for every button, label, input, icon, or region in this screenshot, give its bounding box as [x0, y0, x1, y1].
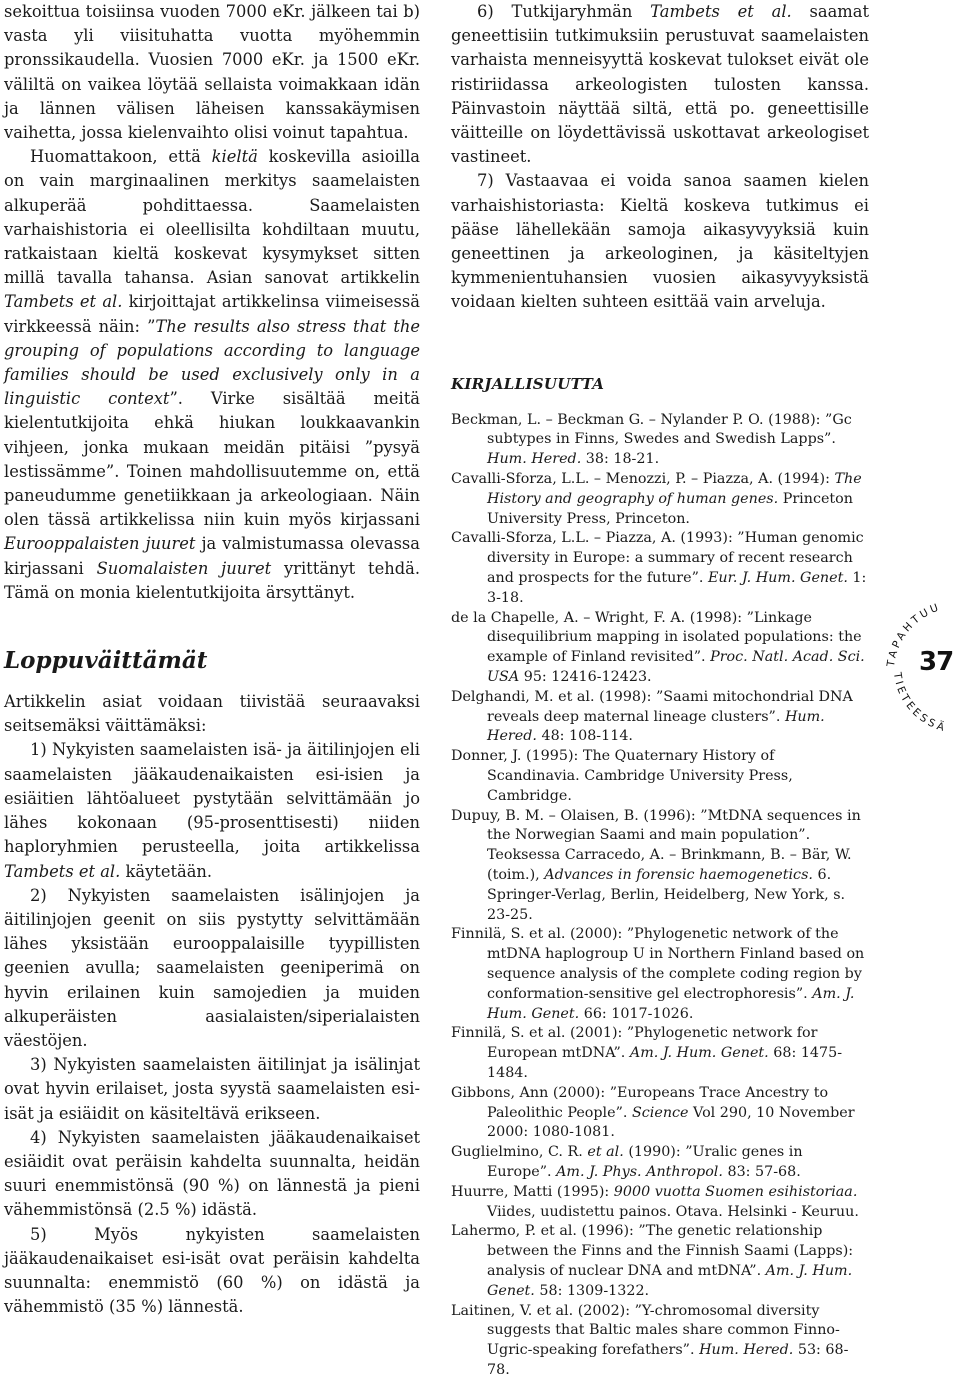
paragraph: Artikkelin asiat voidaan tiivistää seuraavaksi seitsemäksi väittämäksi: — [4, 692, 420, 736]
claim-6: 6) Tutkijaryhmän Tambets et al. saamat geneettisiin tutkimuksiin perustuvat saamelaisten varhaista menneisyyttä koskevat tulokset eivät ole ristiriidassa arkeologisten tulosten kanssa. Päinvastoin näyttää siltä, että po. geneettisille väitteille on löydettävissä uskottavat arkeologiset vastineet. — [451, 2, 869, 167]
reference-item: Dupuy, B. M. – Olaisen, B. (1996): ”MtDNA sequences in the Norwegian Saami and main population”. Teoksessa Carracedo, A. – Brinkmann, B. – Bär, W. (toim.), Advances in forensic haemogenetics. 6. Springer-Verlag, Berlin, Heidelberg, New York, s. 23-25. — [451, 807, 861, 923]
reference-item: Cavalli-Sforza, L.L. – Menozzi, P. – Piazza, A. (1994): The History and geography of human genes. Princeton University Press, Princeton. — [451, 471, 862, 527]
reference-item: Cavalli-Sforza, L.L. – Piazza, A. (1993): ”Human genomic diversity in Europe: a summary of recent research and prospects for the future”. Eur. J. Hum. Genet. 1: 3-18. — [451, 530, 867, 606]
references-heading: KIRJALLISUUTTA — [451, 374, 605, 393]
claim-5: 5) Myös nykyisten saamelaisten jääkaudenaikaiset esi-isät ovat peräisin kahdelta suunnalta: enemmistö (60 %) on idästä ja vähemmistö (35 %) lännestä. — [4, 1224, 420, 1317]
reference-item: de la Chapelle, A. – Wright, F. A. (1998): ”Linkage disequilibrium mapping in isolated populations: the example of Finland revisited”. Proc. Natl. Acad. Sci. USA 95: 12416-12423. — [451, 609, 865, 685]
right-column — [451, 0, 869, 1381]
paragraph: Huomattakoon, että kieltä koskevilla asioilla on vain marginaalinen merkitys saamelaisten alkuperää pohdittaessa. Saamelaisten varhaishistoria ei oleellisilta kohdiltaan muutu, ratkaistaan kieltä koskevat kysymykset sitten millä tavalla tahansa. Asian sanovat artikkelin Tambets et al. kirjoittajat artikkelinsa viimeisessä virkkeessä näin: ”The results also stress that the grouping of populations according to language families should be used exclusively only in a linguistic context”. Virke sisältää meitä kielentutkijoita ehkä hiukan loukkaavankin vihjeen, jonka mukaan meidän pitäisi ”pysyä lestissämme”. Toinen mahdollisuutemme on, että paneudumme genetiikkaan ja arkeologiaan. Näin olen tässä artikkelissa niin kuin myös kirjassani Eurooppalaisten juuret ja valmistumassa olevassa kirjassani Suomalaisten juuret yrittänyt tehdä. Tämä on monia kielentutkijoita ärsyttänyt. — [4, 147, 421, 602]
reference-item: Beckman, L. – Beckman G. – Nylander P. O. (1988): ”Gc subtypes in Finns, Swedes and Swedish Lapps”. Hum. Hered. 38: 18-21. — [451, 411, 852, 468]
claim-7: 7) Vastaavaa ei voida sanoa saamen kielen varhaishistoriasta: Kieltä koskeva tutkimus ei pääse lähellekään samoja aikasyvyyksiä kuin geneettinen ja arkeologinen, ja käsiteltyjen kymmenientuhansien vuosien aikasyvyyksistä voidaan kielten suhteen esittää vain arveluja. — [451, 171, 869, 312]
reference-item: Delghandi, M. et al. (1998): ”Saami mitochondrial DNA reveals deep maternal lineage clusters”. Hum. Hered. 48: 108-114. — [451, 688, 853, 745]
reference-list — [451, 411, 869, 1381]
claim-4: 4) Nykyisten saamelaisten jääkaudenaikaiset esiäidit ovat peräisin kahdelta suunnalta, heidän suuri enemmistönsä (90 %) on lännestä ja pieni vähemmistönsä (2.5 %) idästä. — [4, 1127, 420, 1220]
arc-upper-text: TAPAHTUU — [884, 600, 943, 668]
section-heading: Loppuväittämät — [4, 647, 208, 675]
arc-lower-text: TIETEESSÄ — [890, 671, 949, 735]
reference-item: Guglielmino, C. R. et al. (1990): ”Uralic genes in Europe”. Am. J. Phys. Anthropol. 83: 57-68. — [451, 1144, 803, 1180]
reference-item: Finnilä, S. et al. (2001): ”Phylogenetic network for European mtDNA”. Am. J. Hum. Genet. 68: 1475-1484. — [451, 1025, 843, 1081]
reference-item: Gibbons, Ann (2000): ”Europeans Trace Ancestry to Paleolithic People”. Science Vol 290, 10 November 2000: 1080-1081. — [451, 1084, 855, 1141]
claim-3: 3) Nykyisten saamelaisten äitilinjat ja isälinjat ovat hyvin erilaiset, josta syystä saamelaisten esi-isät ja esiäidit on käsiteltävä erikseen. — [4, 1055, 420, 1123]
paragraph: sekoittua toisiinsa vuoden 7000 eKr. jälkeen tai b) vasta yli viisituhatta vuotta myöhemmin pronssikaudella. Vuosien 7000 eKr. ja 1500 eKr. väliltä on vaikea löytää sellaista voimakkaan idän ja lännen välisen läheisen kanssakäymisen vaihetta, jossa kielenvaihto olisi voinut tapahtua. — [4, 2, 420, 143]
claim-1: 1) Nykyisten saamelaisten isä- ja äitilinjojen eli saamelaisten jääkaudenaikaisten esi-isien ja esiäitien lähtöalueet pystytään selvittämään jo lähes kokonaan (95-prosenttisesti) niiden haploryhmien perusteella, joita artikkelissa Tambets et al. käytetään. — [4, 740, 420, 881]
reference-item: Finnilä, S. et al. (2000): ”Phylogenetic network of the mtDNA haplogroup U in Northern Finland based on sequence analysis of the complete coding region by conformation-sensitive gel electrophoresis”. Am. J. Hum. Genet. 66: 1017-1026. — [451, 926, 865, 1022]
reference-item: Huurre, Matti (1995): 9000 vuotta Suomen esihistoriaa. Viides, uudistettu painos. Otava. Helsinki - Keuruu. — [451, 1183, 859, 1220]
reference-item: Donner, J. (1995): The Quaternary History of Scandinavia. Cambridge University Press, Cambridge. — [451, 748, 793, 804]
page-number: 37 — [919, 647, 954, 677]
claim-2: 2) Nykyisten saamelaisten isälinjojen ja äitilinjojen geenit on siis pystytty selvittämään lähes yksistään eurooppalaisille tyypillisten geenien avulla; saamelaisten geeniperimä on hyvin erilainen kuin samojedien ja muiden alkuperäisten aasialaisten/siperialaisten väestöjen. — [4, 885, 420, 1050]
reference-item: Lahermo, P. et al. (1996): ”The genetic relationship between the Finns and the Finnish Saami (Lapps): analysis of nuclear DNA and mtDNA”. Am. J. Hum. Genet. 58: 1309-1322. — [451, 1223, 854, 1299]
reference-item: Laitinen, V. et al. (2002): ”Y-chromosomal diversity suggests that Baltic males share common Finno-Ugric-speaking forefathers”. Hum. Hered. 53: 68-78. — [451, 1302, 849, 1378]
left-column — [4, 0, 420, 1319]
